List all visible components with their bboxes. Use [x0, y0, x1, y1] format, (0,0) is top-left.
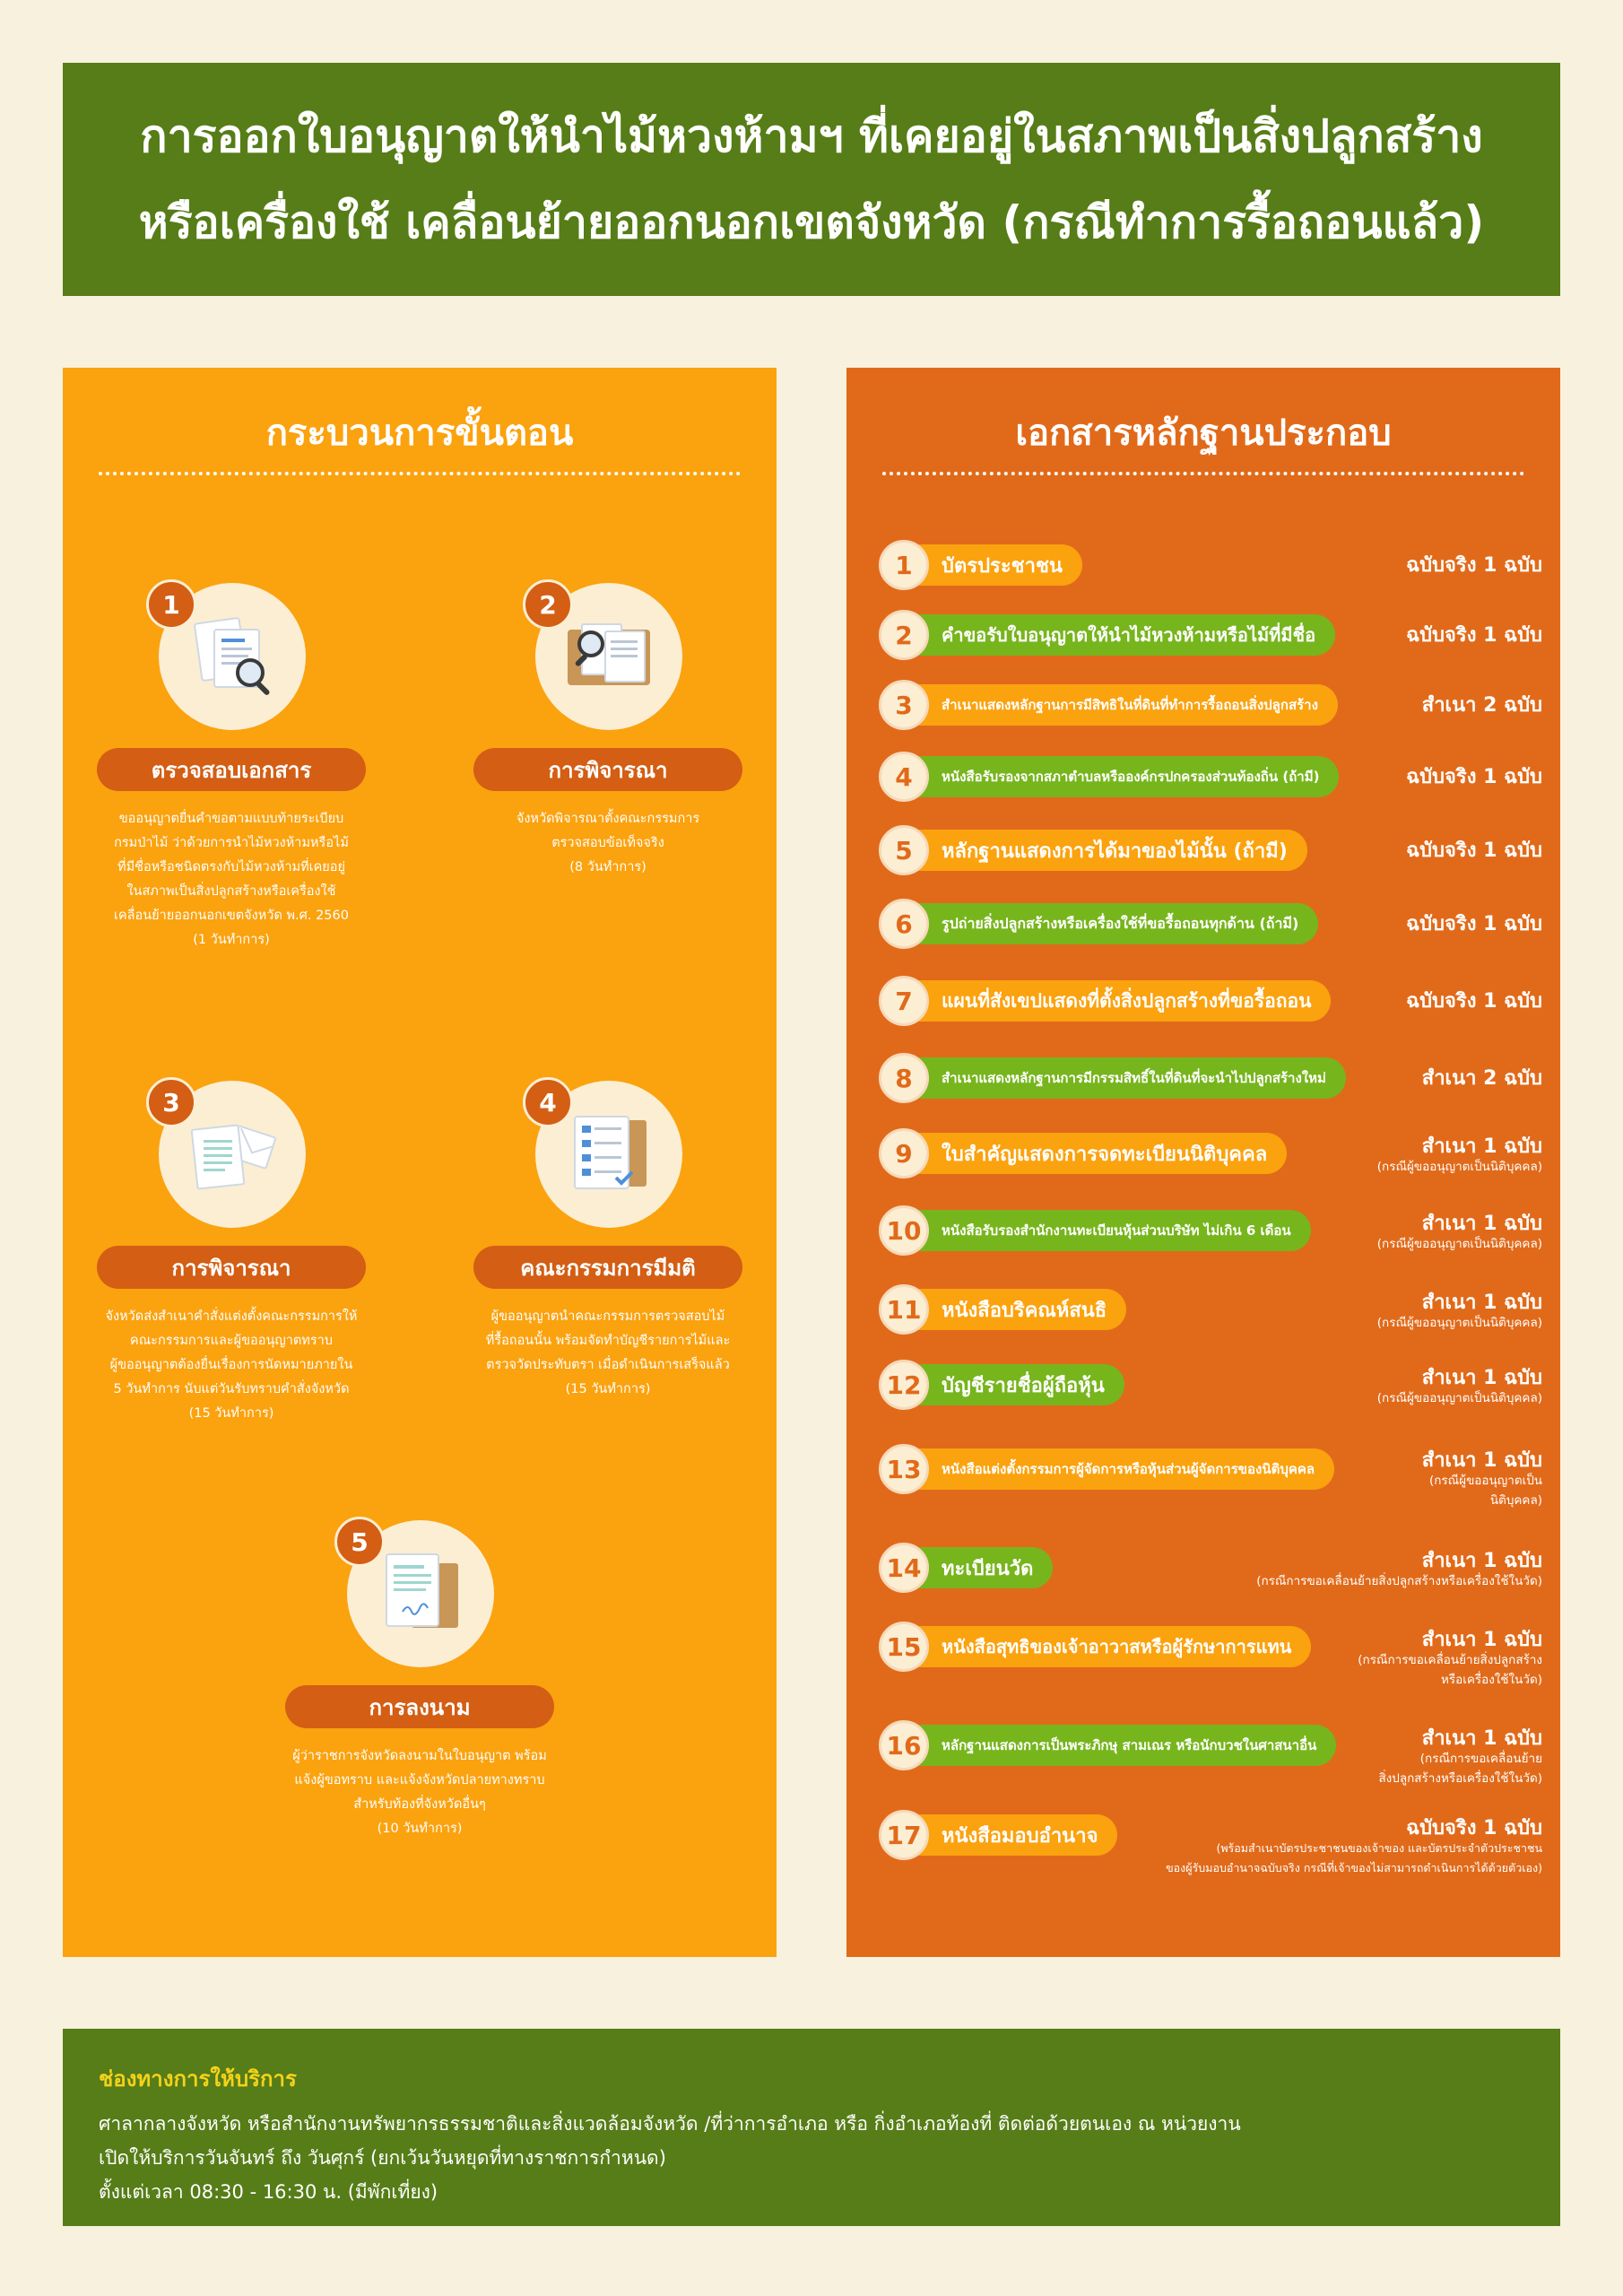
- desc-line: ที่มีชื่อหรือชนิดตรงกับไม้หวงห้ามที่เคยอยู่: [117, 860, 345, 874]
- desc-line: (1 วันทำการ): [193, 933, 270, 947]
- service-channel-footer: [63, 2029, 1560, 2226]
- document-number: 2: [879, 610, 929, 660]
- document-number: 9: [879, 1128, 929, 1178]
- signed-document-icon: [367, 1540, 474, 1648]
- service-location-text: ศาลากลางจังหวัด หรือสำนักงานทรัพยากรธรรมชาติและสิ่งแวดล้อมจังหวัด /ที่ว่าการอำเภอ หรือ กิ่งอำเภอท้องที่ ติดต่อด้วยตนเอง ณ หน่วยงาน: [99, 2113, 1241, 2135]
- document-number: 16: [879, 1720, 929, 1770]
- document-number: 11: [879, 1284, 929, 1335]
- desc-line: ตรวจวัดประทับตรา เมื่อดำเนินการเสร็จแล้ว: [486, 1358, 730, 1372]
- step-3-number: 3: [146, 1077, 196, 1127]
- desc-line: ผู้ขออนุญาตนำคณะกรรมการตรวจสอบไม้: [490, 1309, 725, 1324]
- service-days-text: เปิดให้บริการวันจันทร์ ถึง วันศุกร์ (ยกเว้นวันหยุดที่ทางราชการกำหนด): [99, 2147, 666, 2169]
- document-label: บัตรประชาชน: [900, 544, 1082, 586]
- desc-line: (10 วันทำการ): [377, 1822, 463, 1836]
- document-label: หนังสือรับรองจากสภาตำบลหรือองค์กรปกครองส่วนท้องถิ่น (ถ้ามี): [900, 756, 1339, 797]
- document-note: [1377, 1388, 1542, 1408]
- document-copy-requirement: ฉบับจริง 1 ฉบับ: [1406, 990, 1542, 1013]
- service-hours-text: ตั้งแต่เวลา 08:30 - 16:30 น. (มีพักเที่ยง): [99, 2181, 438, 2203]
- document-number: 10: [879, 1205, 929, 1256]
- note-line: (กรณีผู้ขออนุญาตเป็นนิติบุคคล): [1376, 1160, 1542, 1174]
- document-label: สำเนาแสดงหลักฐานการมีกรรมสิทธิ์ในที่ดินที่จะนำไปปลูกสร้างใหม่: [900, 1057, 1346, 1099]
- document-number: 15: [879, 1622, 929, 1672]
- desc-line: (15 วันทำการ): [188, 1406, 274, 1421]
- document-note: [1256, 1571, 1542, 1591]
- document-copy-requirement: สำเนา 1 ฉบับ: [1421, 1449, 1542, 1472]
- desc-line: (15 วันทำการ): [565, 1382, 651, 1396]
- document-label: หนังสือมอบอำนาจ: [900, 1814, 1117, 1856]
- step-5-label: การลงนาม: [285, 1685, 554, 1728]
- document-number: 3: [879, 680, 929, 730]
- document-copy-requirement: สำเนา 1 ฉบับ: [1421, 1213, 1542, 1235]
- document-copy-requirement: สำเนา 1 ฉบับ: [1421, 1727, 1542, 1750]
- document-note: [1377, 1313, 1542, 1333]
- desc-line: ในสภาพเป็นสิ่งปลูกสร้างหรือเครื่องใช้: [126, 884, 336, 899]
- step-5-number: 5: [334, 1517, 385, 1567]
- step-1-description: [88, 807, 375, 952]
- note-line: (กรณีผู้ขออนุญาตเป็นนิติบุคคล): [1376, 1316, 1542, 1330]
- document-number: 6: [879, 899, 929, 949]
- document-copy-requirement: ฉบับจริง 1 ฉบับ: [1406, 839, 1542, 862]
- document-label: หนังสือสุทธิของเจ้าอาวาสหรือผู้รักษาการแทน: [900, 1626, 1311, 1667]
- document-number: 7: [879, 976, 929, 1026]
- page-title-line-2: หรือเครื่องใช้ เคลื่อนย้ายออกนอกเขตจังหวัด (กรณีทำการรื้อถอนแล้ว): [138, 196, 1485, 248]
- desc-line: จังหวัดส่งสำเนาคำสั่งแต่งตั้งคณะกรรมการให้: [105, 1309, 358, 1324]
- document-copy-requirement: สำเนา 2 ฉบับ: [1421, 694, 1542, 717]
- document-label: หนังสือบริคณห์สนธิ: [900, 1289, 1126, 1330]
- step-2-description: [464, 807, 751, 880]
- title-banner: [63, 63, 1560, 296]
- step-4-label: คณะกรรมการมีมติ: [473, 1246, 742, 1289]
- document-copy-requirement: สำเนา 1 ฉบับ: [1421, 1292, 1542, 1314]
- note-line: (กรณีผู้ขออนุญาตเป็นนิติบุคคล): [1376, 1237, 1542, 1251]
- desc-line: ตรวจสอบข้อเท็จจริง: [551, 836, 664, 850]
- document-label: หนังสือรับรองสำนักงานทะเบียนหุ้นส่วนบริษัท ไม่เกิน 6 เดือน: [900, 1210, 1311, 1251]
- note-line: ของผู้รับมอบอำนาจฉบับจริง กรณีที่เจ้าของไม่สามารถดำเนินการได้ด้วยตัวเอง): [1166, 1861, 1542, 1874]
- document-note: [1378, 1749, 1542, 1788]
- note-line: (พร้อมสำเนาบัตรประชาชนของเจ้าของ และบัตรประจำตัวประชาชน: [1216, 1841, 1542, 1855]
- note-line: (กรณีการขอเคลื่อนย้ายสิ่งปลูกสร้างหรือเครื่องใช้ในวัด): [1256, 1574, 1542, 1588]
- document-label: คำขอรับใบอนุญาตให้นำไม้หวงห้ามหรือไม้ที่มีชื่อ: [900, 614, 1335, 656]
- step-2-label: การพิจารณา: [473, 748, 742, 791]
- documents-title: เอกสารหลักฐานประกอบ: [1015, 413, 1392, 454]
- document-note: [1429, 1471, 1542, 1510]
- dotted-divider: [99, 472, 741, 475]
- document-note: [1377, 1157, 1542, 1177]
- step-3-label: การพิจารณา: [97, 1246, 366, 1289]
- document-label: ทะเบียนวัด: [900, 1547, 1053, 1588]
- document-label: บัญชีรายชื่อผู้ถือหุ้น: [900, 1364, 1124, 1405]
- step-3-description: [88, 1305, 375, 1426]
- step-1-number: 1: [146, 579, 196, 630]
- documents-magnifier-icon: [178, 603, 286, 710]
- documents-panel: [846, 368, 1560, 1957]
- document-note: [1166, 1839, 1542, 1878]
- document-number: 8: [879, 1053, 929, 1103]
- document-copy-requirement: ฉบับจริง 1 ฉบับ: [1406, 913, 1542, 935]
- desc-line: สำหรับท้องที่จังหวัดอื่นๆ: [353, 1797, 486, 1812]
- note-line: (กรณีการขอเคลื่อนย้าย: [1419, 1752, 1542, 1766]
- document-label: ใบสำคัญแสดงการจดทะเบียนนิติบุคคล: [900, 1133, 1287, 1174]
- desc-line: คณะกรรมการและผู้ขออนุญาตทราบ: [130, 1334, 333, 1348]
- document-number: 4: [879, 752, 929, 802]
- note-line: สิ่งปลูกสร้างหรือเครื่องใช้ในวัด): [1378, 1771, 1542, 1786]
- document-label: หลักฐานแสดงการได้มาของไม้นั้น (ถ้ามี): [900, 830, 1307, 871]
- note-line: หรือเครื่องใช้ในวัด): [1440, 1673, 1542, 1687]
- document-copy-requirement: ฉบับจริง 1 ฉบับ: [1406, 624, 1542, 647]
- step-2-number: 2: [523, 579, 573, 630]
- note-line: (กรณีผู้ขออนุญาตเป็น: [1428, 1474, 1542, 1488]
- document-note: [1377, 1234, 1542, 1254]
- process-panel: [63, 368, 777, 1957]
- document-number: 12: [879, 1360, 929, 1410]
- document-copy-requirement: สำเนา 1 ฉบับ: [1421, 1367, 1542, 1389]
- document-number: 13: [879, 1444, 929, 1494]
- desc-line: ผู้ขออนุญาตต้องยื่นเรื่องการนัดหมายภายใน: [109, 1358, 353, 1372]
- desc-line: แจ้งผู้ขอทราบ และแจ้งจังหวัดปลายทางทราบ: [294, 1773, 545, 1787]
- document-label: สำเนาแสดงหลักฐานการมีสิทธิในที่ดินที่ทำการรื้อถอนสิ่งปลูกสร้าง: [900, 684, 1338, 726]
- dotted-divider: [882, 472, 1524, 475]
- desc-line: 5 วันทำการ นับแต่วันรับทราบคำสั่งจังหวัด: [113, 1382, 350, 1396]
- document-copy-requirement: สำเนา 1 ฉบับ: [1421, 1629, 1542, 1651]
- document-copy-requirement: สำเนา 1 ฉบับ: [1421, 1135, 1542, 1158]
- letter-envelope-icon: [178, 1100, 286, 1208]
- document-label: หลักฐานแสดงการเป็นพระภิกษุ สามเณร หรือนักบวชในศาสนาอื่น: [900, 1725, 1336, 1766]
- step-4-description: [464, 1305, 751, 1402]
- desc-line: ผู้ว่าราชการจังหวัดลงนามในใบอนุญาต พร้อม: [292, 1749, 547, 1763]
- desc-line: ขออนุญาตยื่นคำขอตามแบบท้ายระเบียบ: [118, 812, 344, 826]
- document-copy-requirement: ฉบับจริง 1 ฉบับ: [1406, 766, 1542, 788]
- desc-line: ที่รื้อถอนนั้น พร้อมจัดทำบัญชีรายการไม้และ: [485, 1334, 731, 1348]
- document-copy-requirement: สำเนา 1 ฉบับ: [1421, 1550, 1542, 1572]
- note-line: นิติบุคคล): [1489, 1493, 1542, 1508]
- document-number: 17: [879, 1810, 929, 1860]
- document-copy-requirement: ฉบับจริง 1 ฉบับ: [1406, 1817, 1542, 1839]
- document-copy-requirement: ฉบับจริง 1 ฉบับ: [1406, 554, 1542, 577]
- step-5-description: [276, 1744, 563, 1841]
- checklist-icon: [555, 1100, 663, 1208]
- document-number: 14: [879, 1543, 929, 1593]
- document-number: 5: [879, 825, 929, 875]
- desc-line: กรมป่าไม้ ว่าด้วยการนำไม้หวงห้ามหรือไม้: [114, 836, 349, 850]
- folder-magnifier-icon: [555, 603, 663, 710]
- step-4-number: 4: [523, 1077, 573, 1127]
- document-number: 1: [879, 540, 929, 590]
- document-copy-requirement: สำเนา 2 ฉบับ: [1421, 1067, 1542, 1090]
- page-title-line-1: การออกใบอนุญาตให้นำไม้หวงห้ามฯ ที่เคยอยู่ในสภาพเป็นสิ่งปลูกสร้าง: [140, 110, 1483, 162]
- desc-line: เคลื่อนย้ายออกนอกเขตจังหวัด พ.ศ. 2560: [114, 909, 349, 923]
- note-line: (กรณีการขอเคลื่อนย้ายสิ่งปลูกสร้าง: [1358, 1653, 1542, 1667]
- service-channel-heading: ช่องทางการให้บริการ: [99, 2066, 297, 2092]
- document-note: [1358, 1650, 1542, 1690]
- document-label: หนังสือแต่งตั้งกรรมการผู้จัดการหรือหุ้นส่วนผู้จัดการของนิติบุคคล: [900, 1448, 1334, 1490]
- desc-line: จังหวัดพิจารณาตั้งคณะกรรมการ: [516, 812, 700, 826]
- process-title: กระบวนการขั้นตอน: [265, 413, 574, 454]
- note-line: (กรณีผู้ขออนุญาตเป็นนิติบุคคล): [1376, 1391, 1542, 1405]
- step-1-label: ตรวจสอบเอกสาร: [97, 748, 366, 791]
- document-label: แผนที่สังเขปแสดงที่ตั้งสิ่งปลูกสร้างที่ขอรื้อถอน: [900, 980, 1331, 1022]
- document-label: รูปถ่ายสิ่งปลูกสร้างหรือเครื่องใช้ที่ขอรื้อถอนทุกด้าน (ถ้ามี): [900, 903, 1318, 944]
- desc-line: (8 วันทำการ): [569, 860, 647, 874]
